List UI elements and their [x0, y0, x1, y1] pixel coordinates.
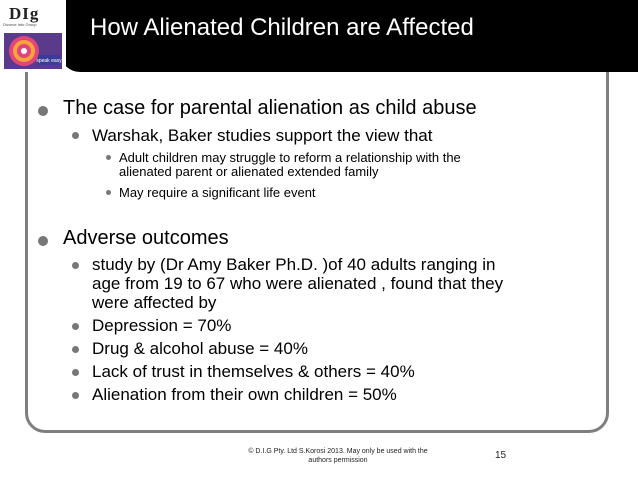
bullet-icon [38, 236, 48, 246]
bullet-icon [106, 155, 111, 160]
slide-title: How Alienated Children are Affected [90, 14, 474, 41]
bullet-icon [72, 369, 79, 376]
bullet-icon [38, 106, 48, 116]
subpoint [92, 255, 503, 312]
logo-subtitle: Divorce Info Group [3, 22, 37, 27]
bullet-icon [72, 323, 79, 330]
subpoint-line: age from 19 to 67 who were alienated , found that they [92, 274, 504, 293]
detail-line: alienated parent or alienated extended family [119, 164, 379, 179]
bullet-icon [72, 132, 79, 139]
subpoint: Drug & alcohol abuse = 40% [92, 339, 308, 358]
section-heading-2: Adverse outcomes [63, 227, 229, 249]
subpoint: Lack of trust in themselves & others = 40% [92, 362, 415, 381]
page-number: 15 [495, 450, 507, 461]
section-heading-1: The case for parental alienation as child abuse [63, 97, 477, 119]
bullet-icon [106, 190, 111, 195]
footer-copyright [238, 447, 438, 465]
subpoint: Depression = 70% [92, 316, 232, 335]
subpoint: Warshak, Baker studies support the view that [92, 126, 433, 145]
detail-line: Adult children may struggle to reform a relationship with the [119, 150, 461, 165]
logo-swirl-icon [4, 33, 62, 69]
detail-point [119, 151, 461, 179]
logo-badge: speak easy [36, 58, 62, 64]
subpoint-line: study by (Dr Amy Baker Ph.D. )of 40 adults ranging in [92, 255, 496, 274]
subpoint: Alienation from their own children = 50% [92, 385, 397, 404]
subpoint-line: were affected by [92, 293, 217, 312]
bullet-icon [72, 262, 79, 269]
footer-line: © D.I.G Pty. Ltd S.Korosi 2013. May only be used with the [248, 448, 428, 455]
logo [0, 0, 66, 72]
detail-point: May require a significant life event [119, 185, 316, 200]
logo-text: DIg [9, 4, 40, 23]
bullet-icon [72, 392, 79, 399]
bullet-icon [72, 346, 79, 353]
footer-line: authors permission [308, 457, 368, 464]
